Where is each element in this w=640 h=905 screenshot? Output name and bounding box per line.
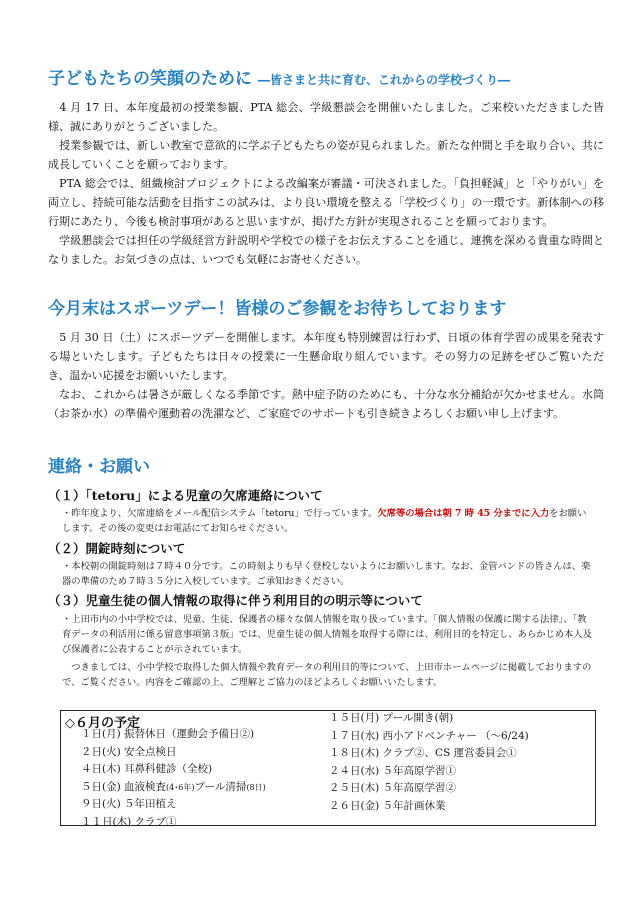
paragraph: 学級懇談会では担任の学級経営方針説明や学校での様子をお伝えすることを通じ、連携を深める貴重な時間となりました。お気づきの点は、いつでも気軽にお寄せください。: [48, 234, 604, 266]
notice-heading-tetoru: （１）「tetoru」による児童の欠席連絡について: [48, 488, 323, 503]
schedule-item-text: １７日(水) 西小アドベンチャー （～6/24): [329, 729, 529, 742]
section-title-smiles: [48, 68, 510, 91]
schedule-item-text: ２６日(金) ５年計画休業: [329, 799, 446, 812]
schedule-item-text: ２４日(水) ５年高原学習①: [329, 764, 457, 777]
schedule-item-text: １日(月) 振替休日（運動会予備日②): [81, 728, 255, 740]
schedule-list-right: [329, 710, 529, 815]
schedule-item: [81, 814, 266, 832]
paragraph: 5 月 30 日（土）にスポーツデーを開催します。本年度も特別練習は行わず、日頃の体育学習の成果を発表する場といたします。子どもたちは日々の授業に一生懸命取り組んでいます。その努力の足跡をぜひご覧いただき、温かい応援をお願いいたします。: [48, 331, 604, 382]
schedule-item-text: ９日(火) ５年田植え: [81, 798, 177, 810]
notice-text-tetoru: [62, 506, 594, 536]
schedule-item-text: １５日(月) プール開き(朝): [329, 712, 454, 724]
schedule-item: [329, 728, 529, 746]
june-schedule-box: [60, 710, 596, 826]
schedule-item: [329, 745, 529, 763]
schedule-item-note: (8日): [246, 782, 266, 792]
schedule-item-note: (4･6年): [166, 782, 195, 792]
section-title-sports-day: 今月末はスポーツデー！皆様のご参観をお待ちしております: [48, 299, 507, 319]
notice-text-part: ・昨年度より、欠席連絡をメール配信システム「tetoru」で行っています。: [62, 508, 378, 519]
schedule-item: [81, 744, 266, 762]
notice-text-privacy-2: つきましては、小中学校で取得した個人情報や教育データの利用目的等について、上田市ホームページに掲載しておりますので、ご覧ください。内容をご確認の上、ご理解とご協力のほどよろしくお願いいたします。: [62, 662, 592, 688]
schedule-item: [81, 779, 266, 797]
section-title-notices: 連絡・お願い: [48, 457, 150, 477]
paragraph: 授業参観では、新しい教室で意欲的に学ぶ子どもたちの姿が見られました。新たな仲間と手を取り合い、共に成長していくことを願っております。: [48, 139, 604, 171]
paragraph: PTA 総会では、組織検討プロジェクトによる改編案が審議・可決されました。「負担軽減」と「やりがい」を両立し、持続可能な活動を目指すこの試みは、より良い環境を整える「学校づくり」の一環です。新体制への移行期にあたり、今後も検討事項があると思いますが、掲げた方針が実現されることを願っております。: [48, 177, 604, 228]
notice-text-unlock-time: ・本校朝の開錠時刻は７時４０分です。この時刻よりも早く登校しないようにお願いします。なお、金管バンドの皆さんは、楽器の準備のため７時３５分に入校しています。ご承知おきください。: [62, 561, 591, 587]
schedule-item: [329, 710, 529, 728]
schedule-item: [329, 763, 529, 781]
schedule-item-text: ４日(木) 耳鼻科健診（全校): [81, 763, 213, 775]
paragraph: 4 月 17 日、本年度最初の授業参観、PTA 総会、学級懇談会を開催いたしました。ご来校いただきました皆様、誠にありがとうございました。: [48, 101, 604, 133]
schedule-item: [329, 780, 529, 798]
schedule-item-text: ５日(金) 血液検査: [81, 780, 167, 793]
notice-text-part: をお願いします。その後の変更はお電話にてお知らせください。: [62, 508, 587, 534]
section-subtitle: ―皆さまと共に育む、これからの学校づくり―: [258, 73, 511, 87]
schedule-item-text: １８日(木) クラブ②、CS 運営委員会①: [329, 747, 517, 759]
schedule-item-text: ２日(火) 安全点検日: [81, 745, 177, 758]
paragraph: なお、これからは暑さが厳しくなる季節です。熱中症予防のためにも、十分な水分補給が欠かせません。水筒（お茶か水）の準備や運動着の洗濯など、ご家庭でのサポートも引き続きよろしくお願い申し上げます。: [48, 388, 604, 420]
section-title-text: 子どもたちの笑顔のために: [48, 69, 252, 89]
schedule-title: ◇６月の予定: [65, 716, 140, 731]
notice-heading-privacy: （３）児童生徒の個人情報の取得に伴う利用目的の明示等について: [48, 593, 423, 608]
schedule-item: [81, 761, 266, 779]
schedule-item-text: プール清掃: [194, 780, 247, 793]
schedule-list-left: [81, 726, 266, 831]
notice-highlight: 欠席等の場合は朝 7 時 45 分までに入力: [377, 508, 550, 519]
schedule-item-text: ２５日(木) ５年高原学習②: [329, 782, 457, 794]
schedule-item: [329, 798, 529, 816]
schedule-item: [81, 726, 266, 744]
schedule-item-text: １１日(木) クラブ①: [81, 815, 177, 828]
notice-text-privacy: ・上田市内の小中学校では、児童、生徒、保護者の様々な個人情報を取り扱っています。「個人情報の保護に関する法律」、「教育データの利活用に係る留意事項第３版」では、児童生徒の個人情報を取得する際には、利用目的を特定し、あらかじめ本人及び保護者に公表することが示されています。: [62, 614, 592, 655]
notice-heading-unlock-time: （２）開錠時刻について: [48, 541, 186, 556]
schedule-item: [81, 796, 266, 814]
